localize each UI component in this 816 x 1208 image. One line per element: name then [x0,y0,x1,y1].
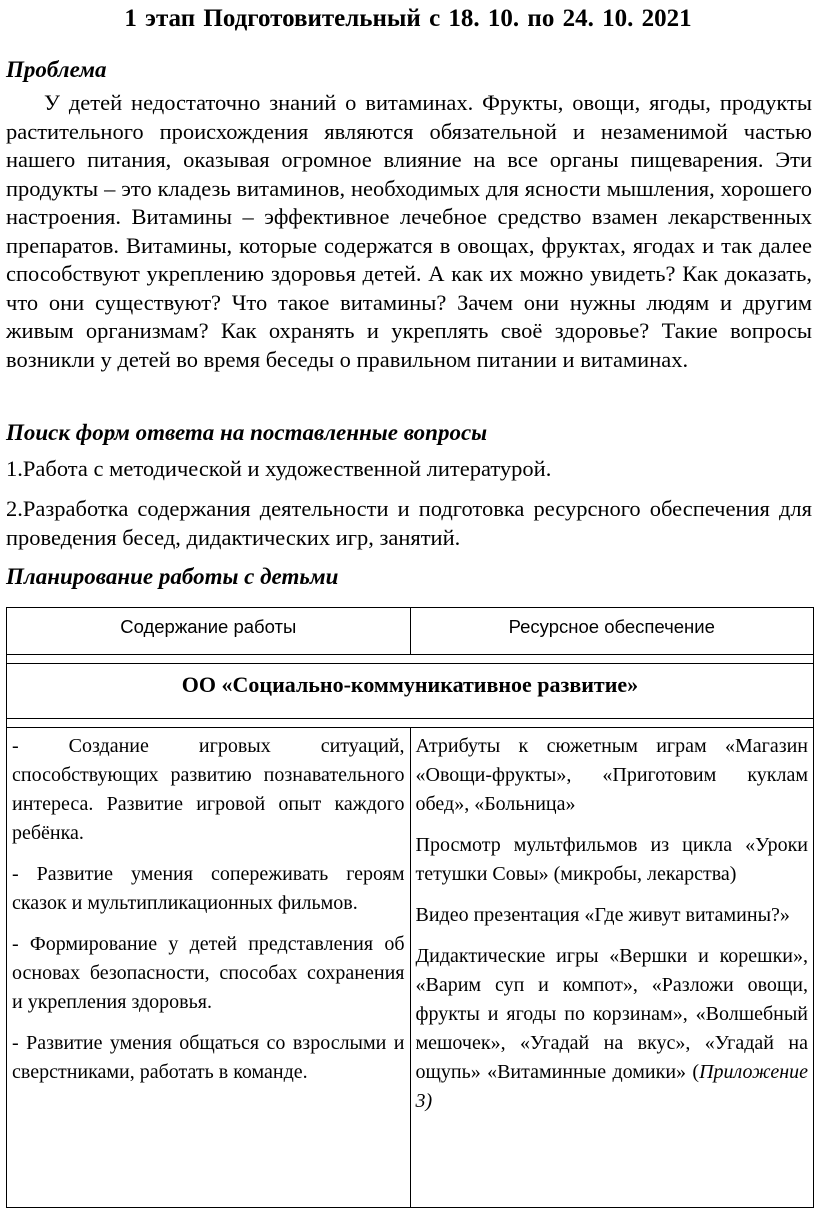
content-item: - Развитие умения сопереживать героям сказок и мультипликационных фильмов. [12,863,405,914]
resource-item-games [416,942,809,1116]
content-item: - Создание игровых ситуаций, способствующих развитию познавательного интереса. Развитие игровой опыт каждого ребёнка. [12,735,405,844]
table-header-row [7,608,814,655]
spacer-row [7,655,814,664]
spacer-row [7,719,814,728]
resource-item: Просмотр мультфильмов из цикла «Уроки тетушки Совы» (микробы, лекарства) [415,834,808,885]
section-row [7,664,814,719]
column-header-content: Содержание работы [7,608,411,655]
problem-heading: Проблема [6,57,107,82]
appendix-reference: Приложение 3) [415,1061,808,1112]
list-item-text: 2.Разработка содержания деятельности и подготовка ресурсного обеспечения для проведения бесед, дидактических игр, занятий. [6,496,812,550]
content-item: - Формирование у детей представления об основах безопасности, способах сохранения и укрепления здоровья. [12,933,405,1013]
section-title: ОО «Социально-коммуникативное развитие» [7,664,814,719]
resources-cell [410,728,814,1208]
list-item [6,495,812,552]
content-cell [7,728,411,1208]
list-item: 1.Работа с методической и художественной литературой. [6,456,552,481]
search-heading: Поиск форм ответа на поставленные вопросы [6,420,488,445]
resource-item-text: Дидактические игры «Вершки и корешки», «Варим суп и компот», «Разложи овощи, фрукты и ягоды по корзинам», «Волшебный мешочек», «Угадай на вкус», «Угадай на ощупь» «Витаминные домики» ( [415,945,808,1083]
page-title: 1 этап Подготовительный с 18. 10. по 24. 10. 2021 [124,5,692,32]
table-row [7,728,814,1208]
problem-paragraph: У детей недостаточно знаний о витаминах. Фрукты, овощи, ягоды, продукты растительного происхождения являются обязательной и незаменимой частью нашего питания, оказывая огромное влияние на все органы пищеварения. Эти продукты – это кладезь витаминов, необходимых для ясности мышления, хорошего настроения. Витамины – эффективное лечебное средство взамен лекарственных препаратов. Витамины, которые содержатся в овощах, фруктах, ягодах и так далее способствуют укреплению здоровья детей. А как их можно увидеть? Как доказать, что они существуют? Что такое витамины? Зачем они нужны людям и другим живым организмам? Как охранять и укреплять своё здоровье? Такие вопросы возникли у детей во время беседы о правильном питании и витаминах. [6,90,812,372]
content-item: - Развитие умения общаться со взрослыми и сверстниками, работать в команде. [12,1032,405,1083]
resource-item: Атрибуты к сюжетным играм «Магазин «Овощи-фрукты», «Приготовим куклам обед», «Больница» [415,735,808,815]
column-header-resources: Ресурсное обеспечение [410,608,814,655]
planning-table [6,607,814,1208]
planning-heading: Планирование работы с детьми [6,564,339,589]
resource-item: Видео презентация «Где живут витамины?» [415,904,790,926]
